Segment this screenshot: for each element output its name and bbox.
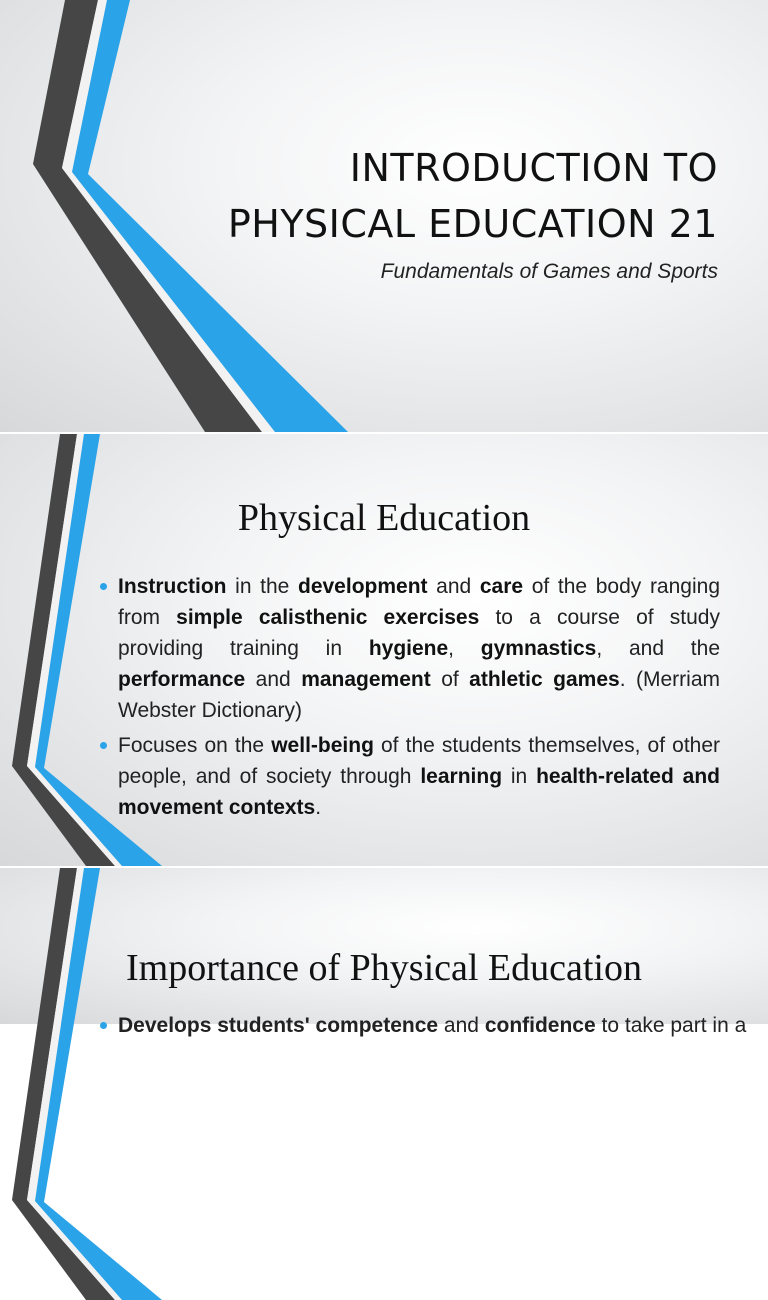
text-run: and <box>245 668 302 691</box>
bullet-focus <box>100 730 720 823</box>
text-run: to take part in a <box>595 1014 747 1037</box>
bullet-dot-icon <box>100 742 107 749</box>
bold-term: learning <box>420 765 503 788</box>
title-line-2: PHYSICAL EDUCATION 21 <box>227 202 718 246</box>
slide-title: Physical Education <box>237 497 531 539</box>
bullet-dot-icon <box>100 1022 107 1029</box>
text-run: , <box>448 637 481 660</box>
bold-term: health-related and movement contexts <box>118 765 721 819</box>
bullet-text <box>118 575 720 722</box>
importance-slide <box>0 868 768 1037</box>
bold-term: simple calisthenic exercises <box>176 606 480 629</box>
bold-term: competence <box>315 1014 439 1037</box>
presentation-subtitle: Fundamentals of Games and Sports <box>380 260 718 283</box>
bold-term: hygiene <box>368 637 449 660</box>
text-run: . (Merriam Webster Dictionary) <box>118 668 720 722</box>
title-slide <box>0 0 768 432</box>
text-run: and <box>427 575 480 598</box>
text-run: in the <box>226 575 298 598</box>
text-run: of the students themselves, of other people, and of society through <box>118 734 721 788</box>
slide-stripe-decoration <box>0 868 768 1300</box>
bold-term: confidence <box>484 1014 596 1037</box>
bold-term: development <box>298 575 428 598</box>
bold-term: Instruction <box>118 575 227 598</box>
bullet-develops <box>100 1010 747 1041</box>
bullet-text <box>118 1014 746 1037</box>
bullet-definition <box>100 571 720 726</box>
slide-title: Importance of Physical Education <box>125 947 642 989</box>
text-run: Focuses on the <box>118 734 272 757</box>
bold-term: Develops students' <box>118 1014 316 1037</box>
text-run: . <box>315 796 322 819</box>
bold-term: management <box>301 668 431 691</box>
bold-term: athletic games <box>469 668 620 691</box>
text-run: to a course of study providing training in <box>118 606 720 660</box>
bold-term: well-being <box>271 734 374 757</box>
bold-term: care <box>479 575 524 598</box>
text-run: of <box>430 668 470 691</box>
text-run: in <box>502 765 537 788</box>
bullet-text <box>118 734 720 819</box>
text-run: of the body ranging from <box>118 575 720 629</box>
text-run: and <box>438 1014 485 1037</box>
title-line-1: INTRODUCTION TO <box>349 146 718 190</box>
presentation-title <box>228 140 718 252</box>
text-run: , and the <box>596 637 720 660</box>
bullet-dot-icon <box>100 583 107 590</box>
bold-term: performance <box>118 668 246 691</box>
bold-term: gymnastics <box>480 637 597 660</box>
bullet-list <box>100 571 720 827</box>
bullet-list <box>100 1010 747 1041</box>
physical-education-slide <box>0 434 768 866</box>
